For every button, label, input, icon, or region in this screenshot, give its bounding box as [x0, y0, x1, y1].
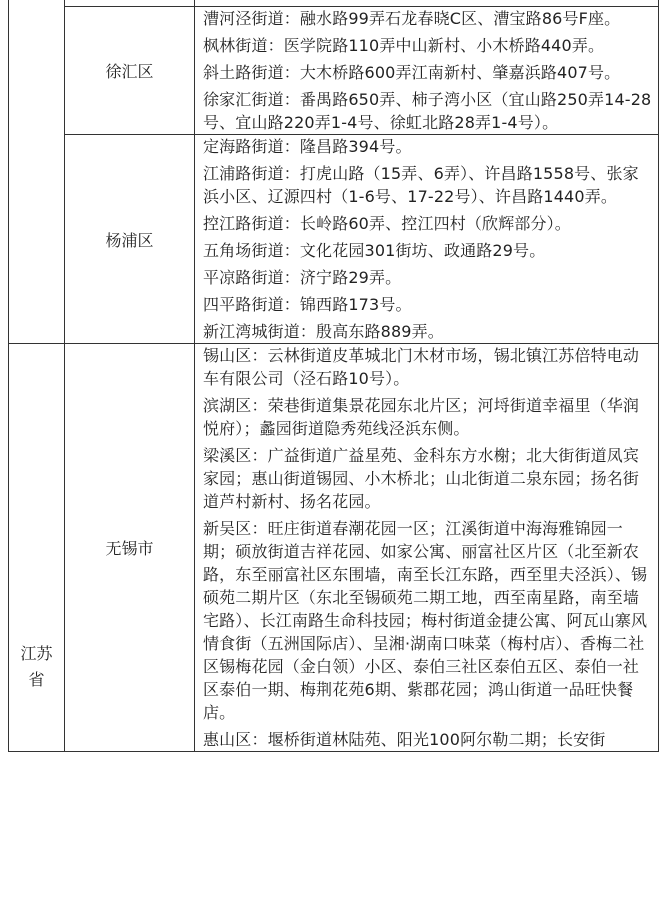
area-line: 斜土路街道：大木桥路600弄江南新村、肇嘉浜路407号。: [203, 63, 621, 82]
area-line: 梁溪区：广益街道广益星苑、金科东方水榭；北大街街道凤宾家园；惠山街道锡园、小木桥北；山北街道二泉东园；扬名街道芦村新村、扬名花园。: [203, 446, 640, 511]
province-cell-empty: [9, 0, 65, 344]
area-line: 新江湾城街道：殷高东路889弄。: [203, 322, 444, 341]
area-line: 漕河泾街道：融水路99弄石龙春晓C区、漕宝路86号F座。: [203, 9, 621, 28]
area-list: [195, 135, 659, 344]
district-name: 徐汇区: [65, 7, 195, 135]
area-line: 控江路街道：长岭路60弄、控江四村（欣辉部分）。: [203, 214, 571, 233]
area-line: 惠山区：堰桥街道林陆苑、阳光100阿尔勒二期；长安街: [203, 730, 606, 749]
area-line: 徐家汇街道：番禺路650弄、柿子湾小区（宜山路250弄14-28号、宜山路220弄1-4号、徐虹北路28弄1-4号）。: [203, 90, 652, 132]
table-row: [9, 135, 659, 344]
area-line: 锡山区：云林街道皮革城北门木材市场，锡北镇江苏倍特电动车有限公司（泾石路10号）。: [203, 346, 640, 388]
district-name: 杨浦区: [65, 135, 195, 344]
area-list: [195, 344, 659, 752]
area-line: 江浦路街道：打虎山路（15弄、6弄）、许昌路1558号、张家浜小区、辽源四村（1-6号、17-22号）、许昌路1440弄。: [203, 164, 639, 206]
district-name: 无锡市: [65, 344, 195, 752]
table-row: [9, 344, 659, 752]
area-line: 新吴区：旺庄街道春潮花园一区；江溪街道中海海雅锦园一期；硕放街道吉祥花园、如家公寓、丽富社区片区（北至新农路，东至丽富社区东围墙，南至长江东路，西至里夫泾浜）、锡硕苑二期片区（东北至锡硕苑二期工地，西至南星路，南至墙宅路）、长江南路生命科技园；梅村街道金捷公寓、阿瓦山寨风情食街（五洲国际店）、呈湘·湖南口味菜（梅村店）、香梅二社区锡梅花园（金白领）小区、泰伯三社区泰伯五区、泰伯一社区泰伯一期、梅荆花苑6期、紫郡花园；鸿山街道一品旺快餐店。: [203, 519, 648, 722]
outbreak-area-table: [8, 0, 659, 752]
area-line: 四平路街道：锦西路173号。: [203, 295, 412, 314]
table-row: [9, 7, 659, 135]
area-line: 定海路街道：隆昌路394号。: [203, 137, 412, 156]
province-label: 江苏省: [20, 644, 53, 689]
area-line: 枫林街道：医学院路110弄中山新村、小木桥路440弄。: [203, 36, 605, 55]
area-line: 滨湖区：荣巷街道集景花园东北片区；河埒街道幸福里（华润悦府）；蠡园街道隐秀苑线泾浜东侧。: [203, 396, 640, 438]
area-line: 五角场街道：文化花园301街坊、政通路29号。: [203, 241, 546, 260]
area-line: 平凉路街道：济宁路29弄。: [203, 268, 402, 287]
province-name: [9, 344, 65, 752]
area-list: [195, 7, 659, 135]
